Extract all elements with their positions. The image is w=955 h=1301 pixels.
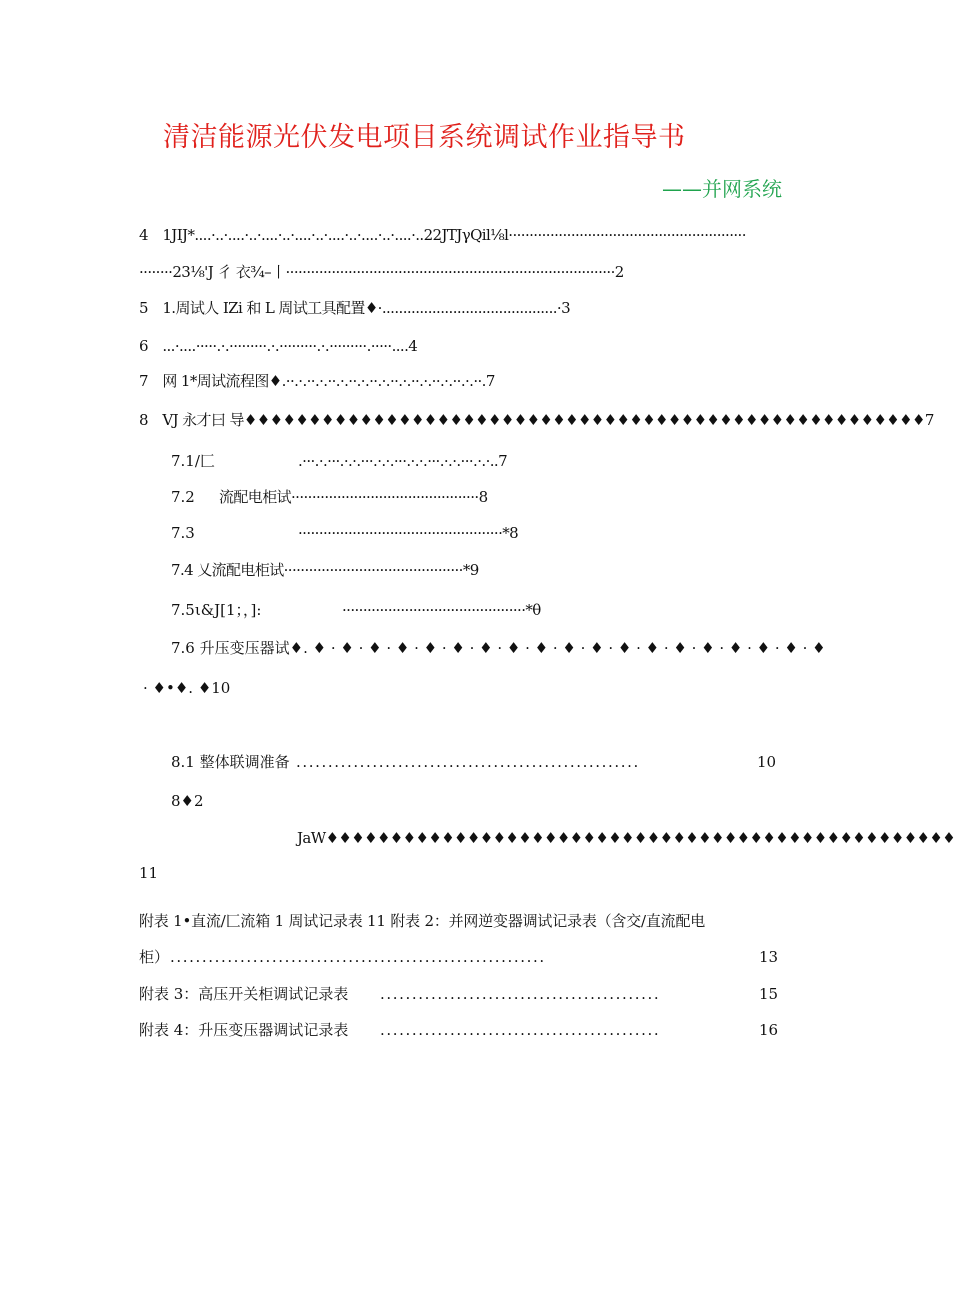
- toc-line-16: JaW♦♦♦♦♦♦♦♦♦♦♦♦♦♦♦♦♦♦♦♦♦♦♦♦♦♦♦♦♦♦♦♦♦♦♦♦♦♦♦♦♦♦♦♦♦♦♦♦♦: [297, 829, 955, 847]
- toc-line-11-leader: ············································*θ: [342, 601, 541, 619]
- toc-line-7-leader: .···.·.···.·.·.···.·.·.···.·.·.···.·.·.···.·.·..7: [298, 452, 508, 470]
- toc-line-20-page: 15: [759, 985, 779, 1003]
- toc-line-6: 8 VJ 永才曰 导♦♦♦♦♦♦♦♦♦♦♦♦♦♦♦♦♦♦♦♦♦♦♦♦♦♦♦♦♦♦♦♦♦♦♦♦♦♦♦♦♦♦♦♦♦♦♦♦♦♦♦♦♦7: [139, 411, 934, 429]
- toc-line-19-label: 柜）: [139, 948, 170, 966]
- toc-line-7-number: 7.1/匚: [171, 452, 215, 470]
- toc-line-3: 5 1.周试人 IZi 和 L 周试工具配置♦·..........................................·3: [139, 299, 571, 317]
- toc-line-14-leader: ......................................................: [296, 753, 640, 771]
- toc-line-9-leader: ·················································*8: [298, 524, 519, 542]
- toc-line-20-leader: ............................................: [380, 985, 661, 1003]
- toc-line-4: 6 ...·....·····.·.·········.·.·········.·.·········.·····....4: [139, 337, 418, 355]
- toc-line-15: 8♦2: [171, 792, 204, 810]
- toc-line-14-label: 8.1 整体联调准备: [171, 753, 290, 771]
- toc-line-10: 7.4 乂流配电柜试···········································*9: [171, 561, 479, 579]
- toc-line-21-page: 16: [759, 1021, 779, 1039]
- toc-line-18: 附表 1•直流/匚流箱 1 周试记录表 11 附表 2：并网逆变器调试记录表（含交/直流配电: [139, 912, 706, 930]
- toc-line-12: 7.6 升压变压器试♦. ♦ · ♦ · ♦ · ♦ · ♦ · ♦ · ♦ · ♦ · ♦ · ♦ · ♦ · ♦ · ♦ · ♦ · ♦ · ♦ · ♦ · ♦ · ♦: [171, 639, 826, 657]
- toc-line-8-number: 7.2: [171, 488, 195, 506]
- toc-line-8-text: 流配电柜试·············································8: [219, 488, 488, 506]
- toc-line-2: ········23⅛'J 彳 衣¾–丨···············································································2: [139, 263, 624, 281]
- toc-line-21-leader: ............................................: [380, 1021, 661, 1039]
- toc-line-14-page: 10: [757, 753, 777, 771]
- toc-line-13: · ♦•♦. ♦10: [143, 679, 231, 697]
- document-title: 清洁能源光伏发电项目系统调试作业指导书: [163, 122, 686, 153]
- toc-line-20-label: 附表 3：高压开关柜调试记录表: [139, 985, 349, 1003]
- toc-line-19-leader: ...........................................................: [170, 948, 546, 966]
- toc-line-5: 7 网 1*周试流程图♦.··.·.··.·.··.·.··.·.··.·.··.·.··.·.··.·.··.·.··.7: [139, 372, 495, 390]
- toc-line-1: 4 1JIJ*....·..·....·..·....·..·....·..·....·..·....·..·....·..22JTJγQil⅛l·························································: [139, 226, 746, 244]
- document-subtitle: ——并网系统: [662, 177, 782, 201]
- toc-line-21-label: 附表 4：升压变压器调试记录表: [139, 1021, 349, 1039]
- toc-line-11-number: 7.5ι&J[1；，]:: [171, 601, 262, 619]
- toc-line-17: 11: [139, 864, 159, 882]
- toc-line-9-number: 7.3: [171, 524, 195, 542]
- toc-line-19-page: 13: [759, 948, 779, 966]
